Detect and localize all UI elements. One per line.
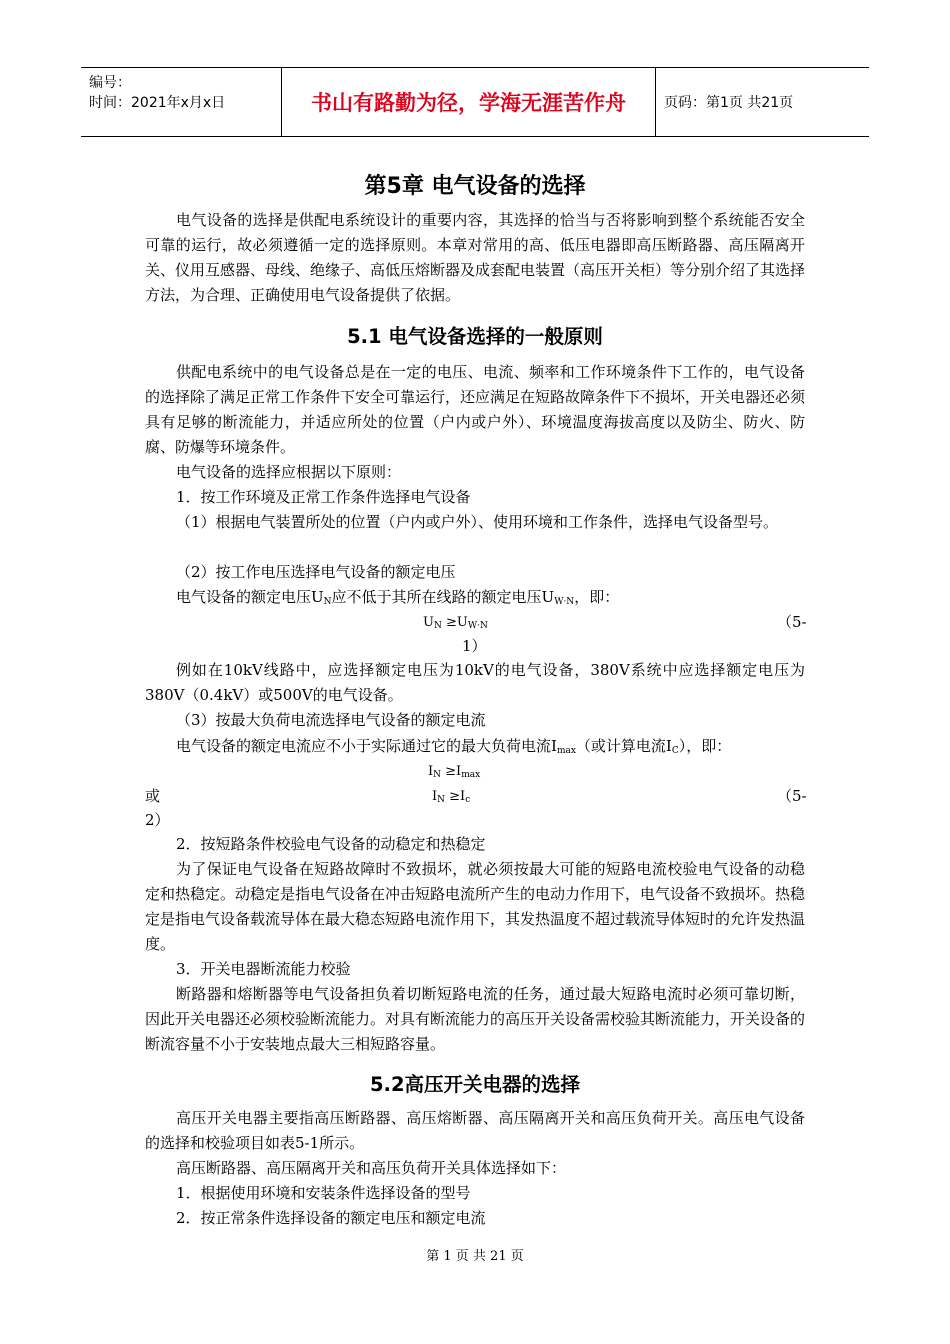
equation-or: 或 xyxy=(145,787,161,805)
paragraph: 电气设备的额定电压$U_N$应不低于其所在线路的额定电压$U_{W\cdot N}$，即： xyxy=(176,588,620,607)
equation-number: 1） xyxy=(462,637,487,655)
paragraph: 电气设备的选择应根据以下原则： xyxy=(176,463,402,481)
chapter-title: 第5章 电气设备的选择 xyxy=(364,174,586,199)
intro-paragraph: 电气设备的选择是供配电系统设计的重要内容，其选择的恰当与否将影响到整个系统能否安全可靠的运行，故必须遵循一定的选择原则。本章对常用的高、低压电器即高压断路器、高压隔离开关、仪用互感器、母线、绝缘子、高低压熔断器及成套配电装置（高压开关柜）等分别介绍了其选择方法，为合理、正确使用电气设备提供了依据。 xyxy=(145,211,806,304)
equation: $I_N \ge I_c$ xyxy=(432,789,471,805)
list-item: （1）根据电气装置所处的位置（户内或户外）、使用环境和工作条件，选择电气设备型号。 xyxy=(176,513,779,531)
header-page-info: 页码：第1页 共21页 xyxy=(664,95,794,111)
page-footer: 第 1 页 共 21 页 xyxy=(426,1249,524,1264)
paragraph: 为了保证电气设备在短路故障时不致损坏，就必须按最大可能的短路电流校验电气设备的动稳定和热稳定。动稳定是指电气设备在冲击短路电流所产生的电动力作用下，电气设备不致损坏。热稳定是指电气设备载流导体在最大稳态短路电流作用下，其发热温度不超过载流导体短时的允许发热温度。 xyxy=(145,860,806,953)
list-item: 3．开关电器断流能力校验 xyxy=(176,960,351,978)
paragraph: 高压开关电器主要指高压断路器、高压熔断器、高压隔离开关和高压负荷开关。高压电气设备的选择和校验项目如表5-1所示。 xyxy=(145,1109,805,1152)
paragraph: 高压断路器、高压隔离开关和高压负荷开关具体选择如下： xyxy=(176,1159,567,1177)
equation: $U_N \ge U_{W\cdot N}$ xyxy=(423,615,488,631)
equation: $I_N \ge I_{max}$ xyxy=(428,764,481,780)
list-item: （2）按工作电压选择电气设备的额定电压 xyxy=(176,563,456,581)
paragraph: 电气设备的额定电流应不小于实际通过它的最大负荷电流$I_{max}$（或计算电流$I_C$），即： xyxy=(176,737,732,756)
section-title: 5.1 电气设备选择的一般原则 xyxy=(347,325,603,348)
header-meta xyxy=(81,68,281,136)
equation-number: （5- xyxy=(777,613,807,631)
section-title: 5.2高压开关电器的选择 xyxy=(369,1073,581,1096)
header-divider xyxy=(655,68,656,136)
header-motto: 书山有路勤为径，学海无涯苦作舟 xyxy=(311,91,626,115)
time-label: 时间：2021年x月x日 xyxy=(89,95,226,111)
paragraph: 断路器和熔断器等电气设备担负着切断短路电流的任务，通过最大短路电流时必须可靠切断，因此开关电器还必须校验断流能力。对具有断流能力的高压开关设备需校验其断流能力，开关设备的断流容量不小于安装地点最大三相短路容量。 xyxy=(145,985,806,1053)
page-header xyxy=(81,67,869,137)
list-item: 2．按正常条件选择设备的额定电压和额定电流 xyxy=(176,1209,486,1227)
paragraph: 供配电系统中的电气设备总是在一定的电压、电流、频率和工作环境条件下工作的，电气设备的选择除了满足正常工作条件下安全可靠运行，还应满足在短路故障条件下不损坏，开关电器还必须具有足够的断流能力，并适应所处的位置（户内或户外）、环境温度海拔高度以及防尘、防火、防腐、防爆等环境条件。 xyxy=(145,363,806,456)
paragraph: 例如在10kV线路中，应选择额定电压为10kV的电气设备，380V系统中应选择额定电压为380V（0.4kV）或500V的电气设备。 xyxy=(145,661,805,704)
list-item: 2．按短路条件校验电气设备的动稳定和热稳定 xyxy=(176,835,486,853)
number-label: 编号： xyxy=(89,75,131,91)
equation-number: 2） xyxy=(145,811,170,829)
list-item: 1．根据使用环境和安装条件选择设备的型号 xyxy=(176,1184,471,1202)
equation-number: （5- xyxy=(777,787,807,805)
list-item: 1．按工作环境及正常工作条件选择电气设备 xyxy=(176,488,471,506)
list-item: （3）按最大负荷电流选择电气设备的额定电流 xyxy=(176,711,486,729)
